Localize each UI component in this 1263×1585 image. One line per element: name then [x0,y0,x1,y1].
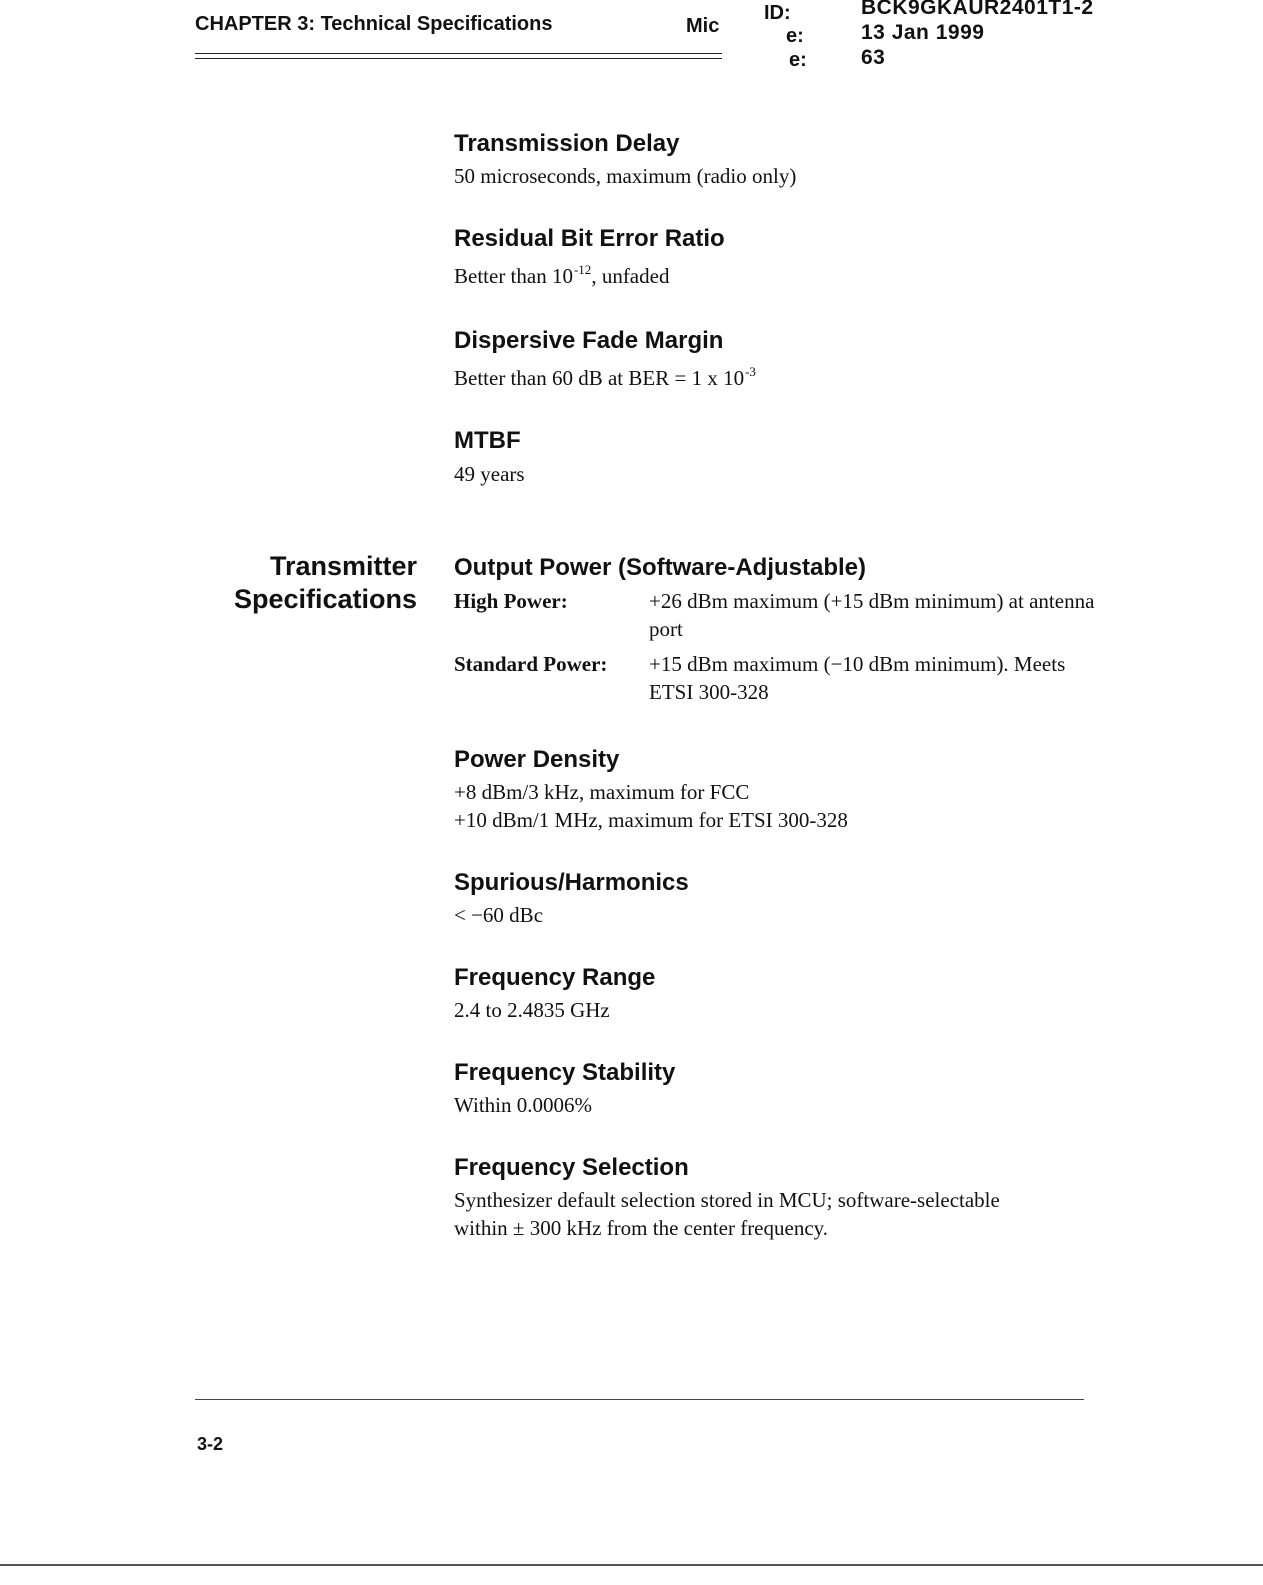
body-line: +10 dBm/1 MHz, maximum for ETSI 300-328 [454,808,848,832]
row-label: Standard Power: [454,652,608,676]
chapter-header: CHAPTER 3: Technical Specifications [195,13,553,35]
body-prefix: Better than 10 [454,264,573,288]
section-title: Residual Bit Error Ratio [454,225,725,252]
row-label: High Power: [454,589,568,613]
scan-edge-line [0,1564,1263,1566]
section-output-power [454,553,1134,713]
section-title: Transmission Delay [454,130,680,157]
stamp-page-label: e: [789,49,807,71]
output-power-table [454,587,1134,706]
side-heading-transmitter-specifications [170,550,417,616]
section-body: 50 microseconds, maximum (radio only) [454,164,797,188]
section-title: Spurious/Harmonics [454,869,689,896]
body-line: +8 dBm/3 kHz, maximum for FCC [454,780,750,804]
row-value: +26 dBm maximum (+15 dBm minimum) at antenna port [649,589,1095,641]
section-title: Frequency Range [454,964,656,991]
section-frequency-range [454,963,1134,1024]
section-body: < −60 dBc [454,903,544,927]
side-heading-line2: Specifications [233,584,417,614]
section-dispersive-fade-margin [454,326,1134,395]
row-value: +15 dBm maximum (−10 dBm minimum). Meets ETSI 300-328 [649,652,1066,704]
section-frequency-selection [454,1153,1014,1242]
section-title: Output Power (Software-Adjustable) [454,554,867,581]
body-exponent: -3 [745,364,756,379]
section-title: Dispersive Fade Margin [454,327,724,354]
section-body: 49 years [454,462,525,486]
body-suffix: , unfaded [591,264,670,288]
section-residual-ber [454,224,1134,293]
header-rule-top [195,53,722,54]
section-mtbf [454,426,1134,488]
stamp-date-value: 13 Jan 1999 [861,21,985,44]
side-heading-line1: Transmitter [269,551,417,581]
section-power-density [454,745,1134,834]
table-row [454,650,1134,706]
stamp-id-label: ID: [764,2,791,24]
header-rule-bottom [195,58,722,59]
section-body [454,778,1134,834]
section-body: Within 0.0006% [454,1093,592,1117]
section-title: Frequency Stability [454,1059,676,1086]
section-body [454,364,1134,395]
section-spurious-harmonics [454,868,1134,929]
section-body: Synthesizer default selection stored in MCU; software-selectable within ± 300 kHz from the center frequency. [454,1188,1000,1240]
section-title: MTBF [454,427,521,454]
body-exponent: -12 [573,262,592,277]
section-frequency-stability [454,1058,1134,1119]
page-number: 3-2 [197,1434,224,1454]
product-name-fragment: Mic [686,15,720,37]
section-body: 2.4 to 2.4835 GHz [454,998,610,1022]
body-prefix: Better than 60 dB at BER = 1 x 10 [454,366,745,390]
section-title: Power Density [454,746,620,773]
section-body [454,262,1134,293]
footer-rule [195,1399,1084,1400]
section-transmission-delay [454,129,1134,190]
stamp-id-value: BCK9GKAUR2401T1-2 [861,0,1094,19]
table-row [454,587,1134,643]
stamp-date-label: e: [786,25,804,47]
stamp-page-value: 63 [861,46,886,69]
section-title: Frequency Selection [454,1154,689,1181]
